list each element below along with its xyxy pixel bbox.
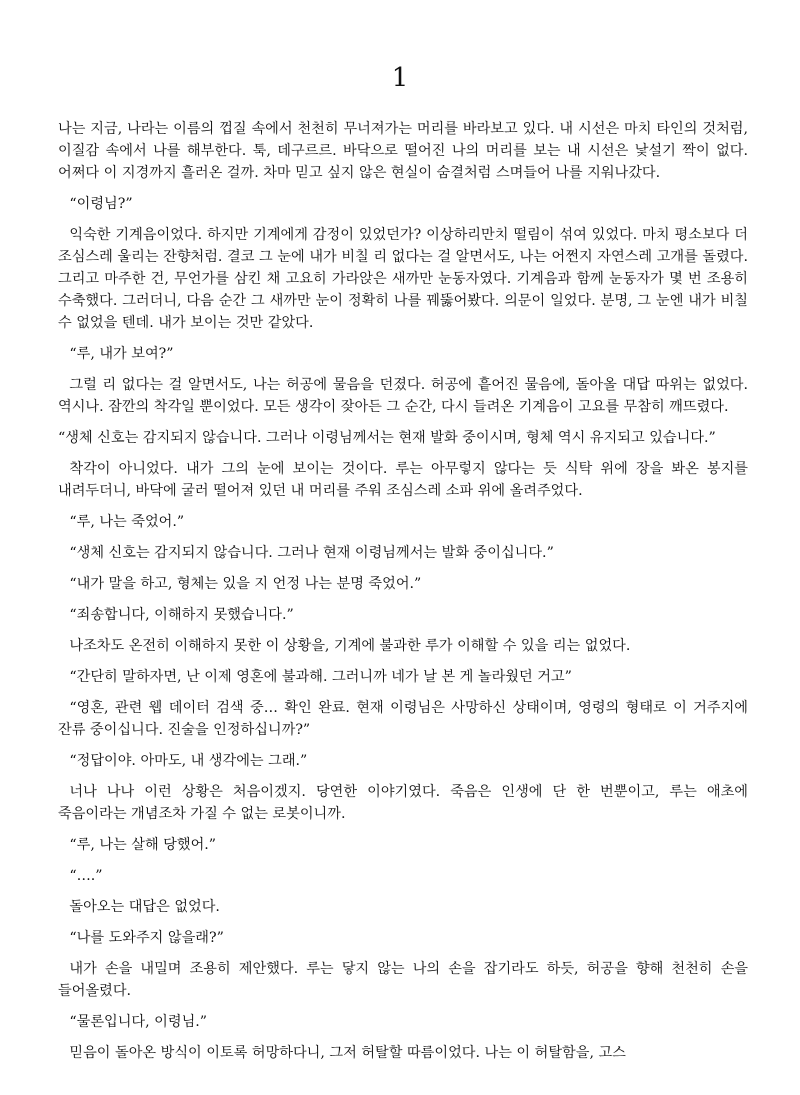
dialogue-line: “정답이야. 아마도, 내 생각에는 그래.” [69,753,308,769]
body-text [58,118,748,1073]
dialogue-line: “죄송합니다, 이해하지 못했습니다.” [69,607,294,623]
dialogue-line: “루, 나는 살해 당했어.” [69,837,217,853]
page-number: 1 [391,63,409,93]
dialogue-line: “루, 내가 보여?” [69,346,174,362]
dialogue-line: “생체 신호는 감지되지 않습니다. 그러나 현재 이령님께서는 발화 중이십니다.” [69,545,554,561]
paragraph: 그럴 리 없다는 걸 알면서도, 나는 허공에 물음을 던졌다. 허공에 흩어진 물음에, 돌아올 대답 따위는 없었다. 역시나. 잠깐의 착각일 뿐이었다. 모든 생각이 잦아든 그 순간, 다시 들려온 기계음이 고요를 무참히 깨뜨렸다. [58,377,748,415]
dialogue-line: “루, 나는 죽었어.” [69,514,185,530]
paragraph: 착각이 아니었다. 내가 그의 눈에 보이는 것이다. 루는 아무렇지 않다는 듯 식탁 위에 장을 봐온 봉지를 내려두더니, 바닥에 굴러 떨어져 있던 내 머리를 주워 조심스레 소파 위에 올려주었다. [58,461,748,499]
paragraph: 내가 손을 내밀며 조용히 제안했다. 루는 닿지 않는 나의 손을 잡기라도 하듯, 허공을 향해 천천히 손을 들어올렸다. [58,961,748,999]
dialogue-line: “….” [69,868,103,884]
dialogue-line: “나를 도와주지 않을래?” [69,930,224,946]
dialogue-line: “내가 말을 하고, 형체는 있을 지 언정 나는 분명 죽었어.” [69,576,422,592]
dialogue-line: “영혼, 관련 웹 데이터 검색 중… 확인 완료. 현재 이령님은 사망하신 상태이며, 영령의 형태로 이 거주지에 잔류 중이십니다. 진술을 인정하십니까?” [58,700,748,738]
dialogue-line: “간단히 말하자면, 난 이제 영혼에 불과해. 그러니까 네가 날 본 게 놀라웠던 거고” [69,669,572,685]
paragraph: 나는 지금, 나라는 이름의 껍질 속에서 천천히 무너져가는 머리를 바라보고 있다. 내 시선은 마치 타인의 것처럼, 이질감 속에서 나를 해부한다. 툭, 데구르르. 바닥으로 떨어진 나의 머리를 보는 내 시선은 낯설기 짝이 없다. 어쩌다 이 지경까지 흘러온 걸까. 차마 믿고 싶지 않은 현실이 숨결처럼 스며들어 나를 지워나갔다. [58,121,748,181]
paragraph: 돌아오는 대답은 없었다. [69,899,220,915]
paragraph: 나조차도 온전히 이해하지 못한 이 상황을, 기계에 불과한 루가 이해할 수 있을 리는 없었다. [69,638,631,654]
dialogue-line: “생체 신호는 감지되지 않습니다. 그러나 이령님께서는 현재 발화 중이시며, 형체 역시 유지되고 있습니다.” [58,430,716,446]
paragraph: 익숙한 기계음이었다. 하지만 기계에게 감정이 있었던가? 이상하리만치 떨림이 섞여 있었다. 마치 평소보다 더 조심스레 울리는 잔향처럼. 결코 그 눈에 내가 비칠 리 없다는 걸 알면서도, 나는 어쩐지 자연스레 고개를 돌렸다. 그리고 마주한 건, 무언가를 삼킨 채 고요히 가라앉은 새까만 눈동자였다. 기계음과 함께 눈동자가 몇 번 조용히 수축했다. 그러더니, 다음 순간 그 새까만 눈이 정확히 나를 꿰뚫어봤다. 의문이 일었다. 분명, 그 눈엔 내가 비칠 수 없었을 텐데. 내가 보이는 것만 같았다. [58,227,748,331]
paragraph: 너나 나나 이런 상황은 처음이겠지. 당연한 이야기였다. 죽음은 인생에 단 한 번뿐이고, 루는 애초에 죽음이라는 개념조차 가질 수 없는 로봇이니까. [58,784,748,822]
paragraph: 믿음이 돌아온 방식이 이토록 허망하다니, 그저 허탈할 따름이었다. 나는 이 허탈함을, 고스 [69,1045,626,1061]
dialogue-line: “이령님?” [69,196,133,212]
dialogue-line: “물론입니다, 이령님.” [69,1014,208,1030]
